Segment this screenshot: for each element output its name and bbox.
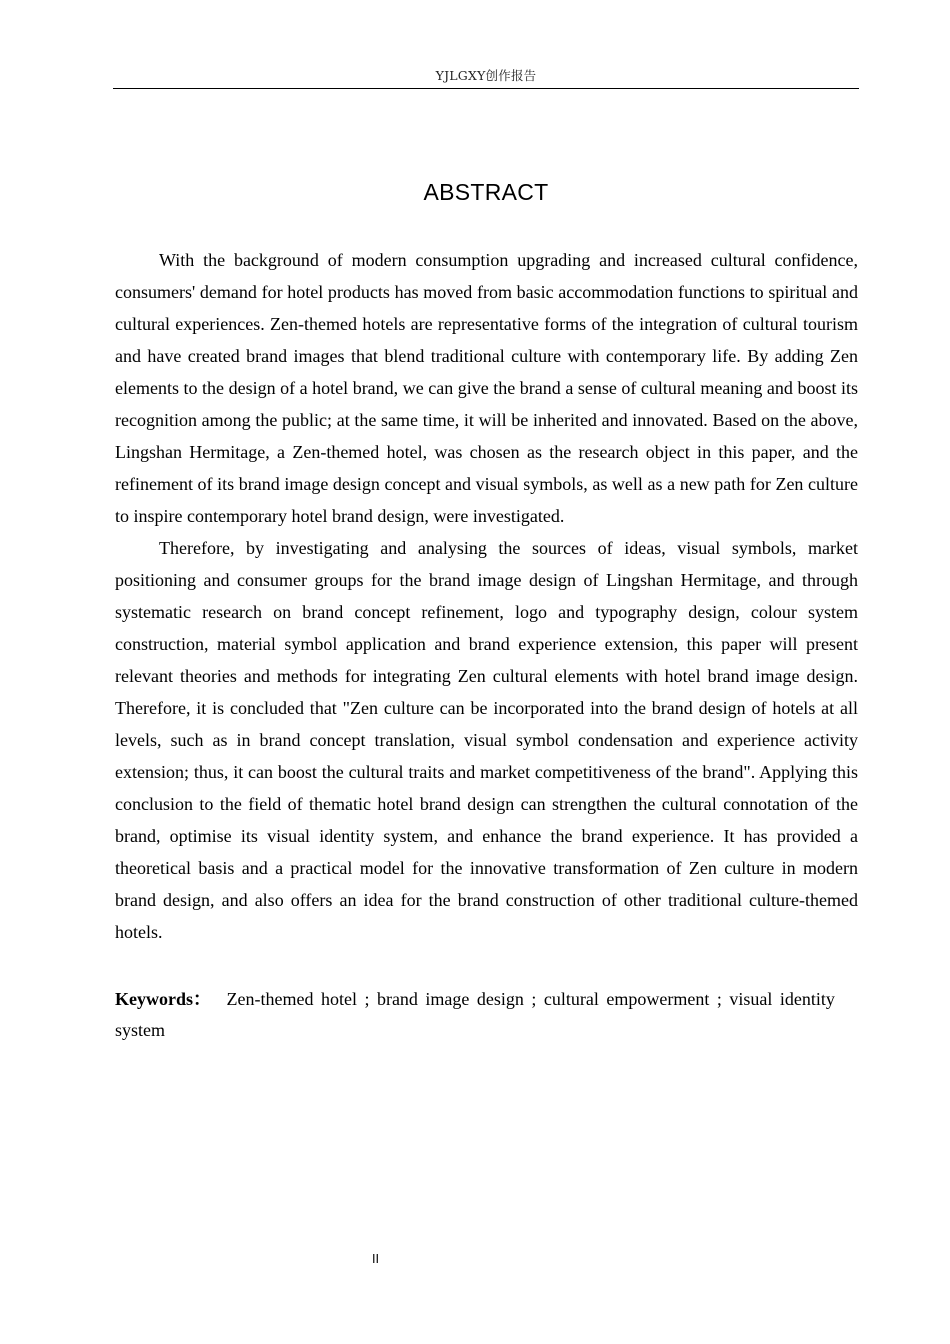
keywords-colon: ：	[193, 989, 211, 1010]
keywords-label: Keywords	[115, 989, 193, 1009]
page-header: YJLGXY创作报告	[435, 68, 537, 83]
page-number: II	[372, 1252, 380, 1266]
keywords-section	[115, 984, 850, 1045]
header-divider	[113, 88, 859, 89]
keywords-list: Zen-themed hotel ; brand image design ; cultural empowerment ; visual identity system	[115, 989, 835, 1040]
abstract-paragraph: Therefore, by investigating and analysing the sources of ideas, visual symbols, market positioning and consumer groups for the brand image design of Lingshan Hermitage, and through systematic research on brand concept refinement, logo and typography design, colour system construction, material symbol application and brand experience extension, this paper will present relevant theories and methods for integrating Zen cultural elements with hotel brand image design. Therefore, it is concluded that "Zen culture can be incorporated into the brand design of hotels at all levels, such as in brand concept translation, visual symbol condensation and experience activity extension; thus, it can boost the cultural traits and market competitiveness of the brand". Applying this conclusion to the field of thematic hotel brand design can strengthen the cultural connotation of the brand, optimise its visual identity system, and enhance the brand experience. It has provided a theoretical basis and a practical model for the innovative transformation of Zen culture in modern brand design, and also offers an idea for the brand construction of other traditional culture-themed hotels.	[115, 538, 858, 942]
abstract-title: ABSTRACT	[423, 179, 549, 205]
abstract-paragraph: With the background of modern consumption upgrading and increased cultural confidence, consumers' demand for hotel products has moved from basic accommodation functions to spiritual and cultural experiences. Zen-themed hotels are representative forms of the integration of cultural tourism and have created brand images that blend traditional culture with contemporary life. By adding Zen elements to the design of a hotel brand, we can give the brand a sense of cultural meaning and boost its recognition among the public; at the same time, it will be inherited and innovated. Based on the above, Lingshan Hermitage, a Zen-themed hotel, was chosen as the research object in this paper, and the refinement of its brand image design concept and visual symbols, as well as a new path for Zen culture to inspire contemporary hotel brand design, were investigated.	[115, 250, 858, 526]
abstract-body	[115, 244, 858, 948]
